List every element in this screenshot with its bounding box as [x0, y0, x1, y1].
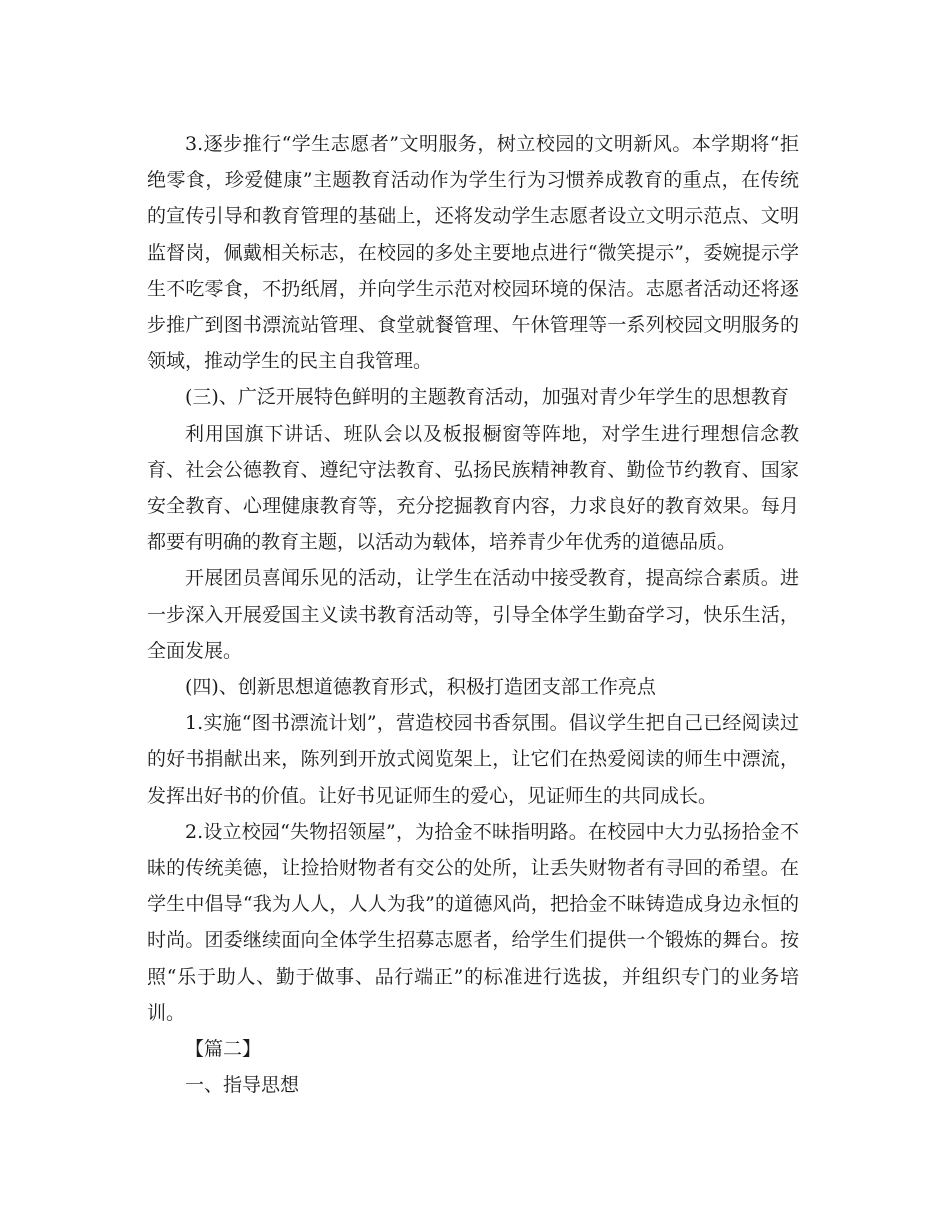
- section-heading-4: (四)、创新思想道德教育形式，积极打造团支部工作亮点: [185, 676, 656, 699]
- paragraph-lost-and-found: 2.设立校园“失物招领屋”，为拾金不昧指明路。在校园中大力弘扬拾金不昧的传统美德，让捡拾财物者有交公的处所，让丢失财物者有寻回的希望。在学生中倡导“我为人人，人人为我”的道德风尚，把拾金不昧铸造成身边永恒的时尚。团委继续面向全体学生招募志愿者，给学生们提供一个锻炼的舞台。按照“乐于助人、勤于做事、品行端正”的标准进行选拔，并组织专门的业务培训。: [147, 820, 799, 1024]
- part-two-heading: 【篇二】: [185, 1038, 262, 1061]
- paragraph-volunteer-service: 3.逐步推行“学生志愿者”文明服务，树立校园的文明新风。本学期将“拒绝零食，珍爱健康”主题教育活动作为学生行为习惯养成教育的重点，在传统的宣传引导和教育管理的基础上，还将发动学生志愿者设立文明示范点、文明监督岗，佩戴相关标志，在校园的多处主要地点进行“微笑提示”，委婉提示学生不吃零食，不扔纸屑，并向学生示范对校园环境的保洁。志愿者活动还将逐步推广到图书漂流站管理、食堂就餐管理、午休管理等一系列校园文明服务的领域，推动学生的民主自我管理。: [147, 133, 799, 373]
- paragraph-book-drifting: 1.实施“图书漂流计划”，营造校园书香氛围。倡议学生把自己已经阅读过的好书捐献出来，陈列到开放式阅览架上，让它们在热爱阅读的师生中漂流，发挥出好书的价值。让好书见证师生的爱心，见证师生的共同成长。: [147, 712, 799, 807]
- guiding-ideology-heading: 一、指导思想: [185, 1074, 300, 1097]
- paragraph-theme-education: 利用国旗下讲话、班队会以及板报橱窗等阵地，对学生进行理想信念教育、社会公德教育、遵纪守法教育、弘扬民族精神教育、勤俭节约教育、国家安全教育、心理健康教育等，充分挖掘教育内容，力求良好的教育效果。每月都要有明确的教育主题，以活动为载体，培养青少年优秀的道德品质。: [147, 422, 799, 554]
- section-heading-3: (三)、广泛开展特色鲜明的主题教育活动，加强对青少年学生的思想教育: [185, 386, 789, 409]
- paragraph-member-activities: 开展团员喜闻乐见的活动，让学生在活动中接受教育，提高综合素质。进一步深入开展爱国主义读书教育活动等，引导全体学生勤奋学习，快乐生活，全面发展。: [147, 567, 799, 662]
- document-body: [147, 126, 799, 1103]
